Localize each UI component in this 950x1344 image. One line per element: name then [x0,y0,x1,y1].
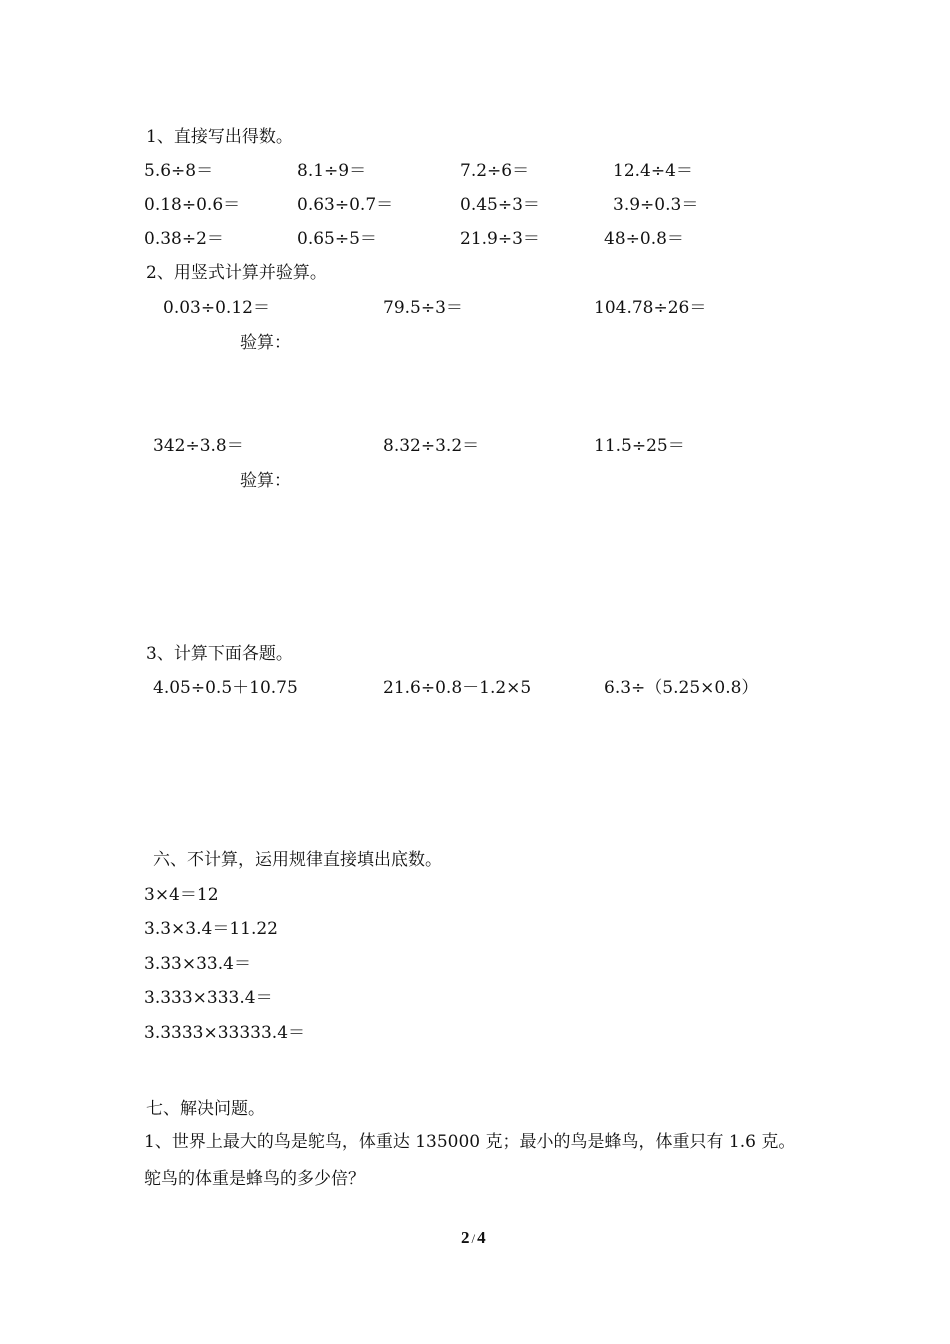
vertical-calc-item: 11.5÷25＝ [594,436,685,456]
page-total: 4 [477,1228,486,1247]
pattern-line: 3.33×33.4＝ [144,954,251,974]
calc-item: 8.1÷9＝ [297,161,367,181]
vertical-calc-item: 0.03÷0.12＝ [163,298,270,318]
section3-heading: 3、计算下面各题。 [146,644,293,664]
calc-item: 12.4÷4＝ [613,161,693,181]
word-problem-text: 1、世界上最大的鸟是鸵鸟，体重达 135000 克；最小的鸟是蜂鸟，体重只有 1.6 克。 [144,1132,796,1152]
pattern-line: 3.3×3.4＝11.22 [144,919,278,939]
page-current: 2 [461,1228,470,1247]
page-number [461,1228,486,1248]
check-label: 验算： [240,333,291,353]
pattern-line: 3.3333×33333.4＝ [144,1023,306,1043]
calc-item: 0.65÷5＝ [297,229,377,249]
calc-item: 48÷0.8＝ [604,229,684,249]
section6-heading: 六、不计算，运用规律直接填出底数。 [153,850,442,870]
calc-item: 0.45÷3＝ [460,195,540,215]
pattern-line: 3×4＝12 [144,885,219,905]
calc-item: 0.38÷2＝ [144,229,224,249]
calc-item: 7.2÷6＝ [460,161,530,181]
calc-item: 0.63÷0.7＝ [297,195,394,215]
calc-item: 5.6÷8＝ [144,161,214,181]
word-problem-text: 鸵鸟的体重是蜂鸟的多少倍？ [144,1169,365,1189]
expression-item: 6.3÷（5.25×0.8） [604,678,759,698]
section1-heading: 1、直接写出得数。 [146,127,293,147]
expression-item: 4.05÷0.5＋10.75 [153,678,298,698]
calc-item: 21.9÷3＝ [460,229,540,249]
vertical-calc-item: 8.32÷3.2＝ [383,436,480,456]
calc-item: 3.9÷0.3＝ [613,195,699,215]
section2-heading: 2、用竖式计算并验算。 [146,263,327,283]
vertical-calc-item: 342÷3.8＝ [153,436,244,456]
page-separator: / [471,1231,476,1246]
check-label: 验算： [240,471,291,491]
calc-item: 0.18÷0.6＝ [144,195,241,215]
expression-item: 21.6÷0.8－1.2×5 [383,678,532,698]
section7-heading: 七、解决问题。 [146,1099,265,1119]
vertical-calc-item: 79.5÷3＝ [383,298,463,318]
vertical-calc-item: 104.78÷26＝ [594,298,707,318]
pattern-line: 3.333×333.4＝ [144,988,273,1008]
